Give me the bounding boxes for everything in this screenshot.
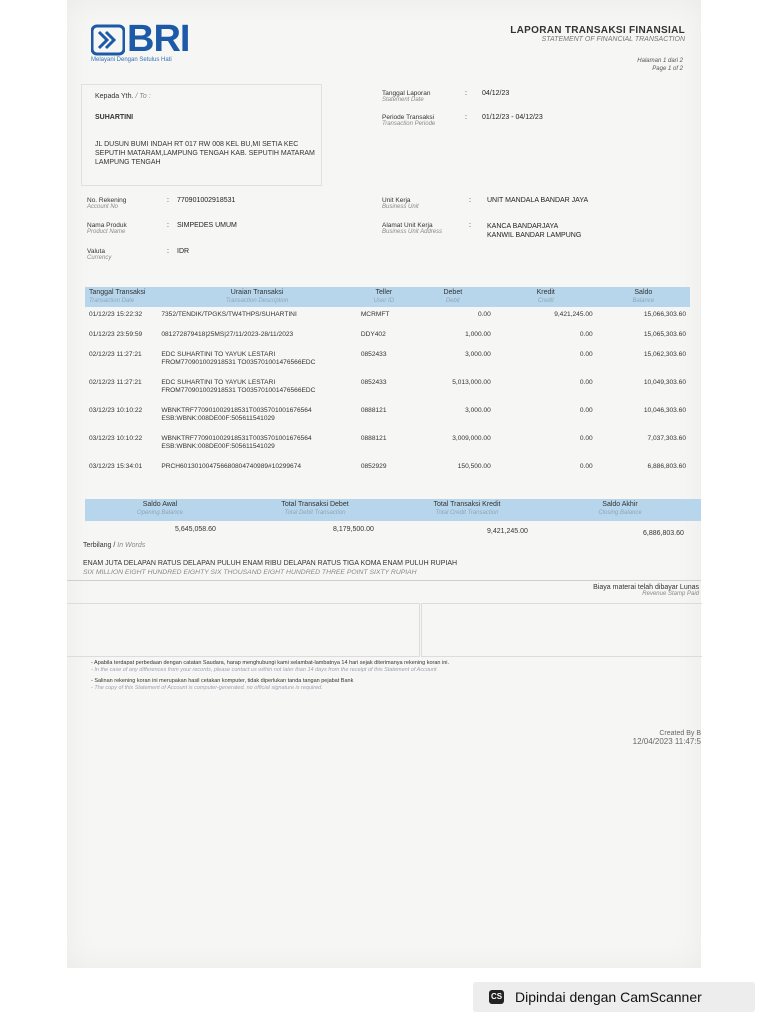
bri-logo-icon bbox=[91, 23, 125, 57]
colon: : bbox=[469, 197, 471, 204]
tx-balance: 10,046,303.60 bbox=[643, 407, 686, 414]
recipient-address: JL DUSUN BUMI INDAH RT 017 RW 008 KEL BU,MI SETIA KEC SEPUTIH MATARAM,LAMPUNG TENGAH KAB. SEPUTIH MATARAM LAMPUNG TENGAH bbox=[95, 141, 315, 166]
opening-balance-label: Saldo Awal Opening Balance bbox=[136, 501, 184, 516]
created-at: 12/04/2023 11:47:5 bbox=[632, 737, 701, 746]
account-no-label-id: No. Rekening bbox=[87, 197, 127, 204]
period-label-en: Transaction Periode bbox=[382, 121, 436, 127]
business-unit-label-en: Business Unit bbox=[382, 204, 419, 210]
notes bbox=[91, 660, 691, 692]
tx-balance: 15,065,303.60 bbox=[643, 331, 686, 338]
statement-date-label-id: Tanggal Laporan bbox=[382, 90, 431, 97]
unit-address-label-id: Alamat Unit Kerja bbox=[382, 222, 433, 229]
closing-balance: 6,886,803.60 bbox=[643, 530, 684, 537]
unit-address-line-1: KANCA BANDARJAYA bbox=[487, 223, 559, 230]
bri-logo bbox=[91, 18, 189, 61]
statement-date: 04/12/23 bbox=[482, 90, 510, 97]
table-row bbox=[85, 307, 690, 327]
col-credit: Kredit Credit bbox=[495, 287, 597, 307]
table-row bbox=[85, 347, 690, 375]
tx-description: WBNKTRF770901002918531T0035701001676564 ESB:WBNK:008DE00F:505611541029 bbox=[161, 407, 312, 422]
stamp-text: Biaya materai telah dibayar Lunas bbox=[593, 584, 699, 591]
to-label-id: Kepada Yth. bbox=[95, 93, 134, 100]
note-2-en: - The copy of this Statement of Account is computer-generated, no official signature is required. bbox=[91, 685, 323, 691]
colon: : bbox=[167, 197, 169, 204]
col-description: Uraian Transaksi Transaction Description bbox=[157, 287, 356, 307]
opening-balance: 5,645,058.60 bbox=[175, 526, 216, 533]
note-2: - Salinan rekening koran ini merupakan hasil cetakan komputer, tidak diperlukan tanda tangan pejabat Bank bbox=[91, 678, 354, 684]
tx-debit: 5,013,000.00 bbox=[452, 379, 491, 386]
page-en: Page 1 of 2 bbox=[652, 66, 683, 72]
col-balance: Saldo Balance bbox=[597, 287, 690, 307]
statement-date-label bbox=[382, 90, 430, 104]
to-label-en: / To : bbox=[135, 93, 151, 100]
note-1-en: - In the case of any differences from your records, please contact us within not later than 14 days from the receipt of this Statement of Account bbox=[91, 667, 437, 673]
period-label bbox=[382, 114, 435, 128]
account-no-label-en: Account No bbox=[87, 204, 119, 210]
table-row bbox=[85, 459, 690, 479]
stamp-text-en: Revenue Stamp Paid bbox=[642, 591, 699, 597]
in-words-label bbox=[83, 542, 145, 549]
tx-date: 01/12/23 23:59:59 bbox=[89, 331, 143, 338]
tx-credit: 0.00 bbox=[579, 351, 593, 358]
blank-box-right bbox=[421, 603, 702, 657]
currency-label-id: Valuta bbox=[87, 248, 105, 255]
brand-name: BRI bbox=[127, 18, 190, 60]
tx-credit: 0.00 bbox=[579, 435, 593, 442]
divider bbox=[67, 580, 701, 581]
tx-credit: 0.00 bbox=[579, 463, 593, 470]
revenue-stamp-note bbox=[593, 584, 699, 597]
tx-debit: 150,500.00 bbox=[457, 463, 491, 470]
blank-box-left bbox=[67, 603, 420, 657]
tx-teller: MCRMFT bbox=[360, 311, 390, 318]
tx-teller: 0888121 bbox=[360, 435, 387, 442]
table-row bbox=[85, 431, 690, 459]
col-date: Tanggal Transaksi Transaction Date bbox=[85, 287, 157, 307]
currency: IDR bbox=[177, 248, 190, 255]
tx-description: 081272879418|25MS|27/11/2023-28/11/2023 bbox=[161, 331, 294, 338]
statement-page bbox=[67, 0, 701, 968]
unit-address-label bbox=[382, 222, 442, 236]
tx-teller: 0888121 bbox=[360, 407, 387, 414]
camscanner-logo-icon: CS bbox=[489, 990, 504, 1004]
business-unit: UNIT MANDALA BANDAR JAYA bbox=[487, 197, 589, 204]
brand-tagline: Melayani Dengan Setulus Hati bbox=[91, 57, 172, 63]
statement-date-label-en: Statement Date bbox=[382, 97, 424, 103]
tx-teller: 0852433 bbox=[360, 351, 387, 358]
tx-description: PRCH601301004756680804740989#10299674 bbox=[161, 463, 302, 470]
unit-address-line-2: KANWIL BANDAR LAMPUNG bbox=[487, 232, 582, 239]
tx-date: 03/12/23 10:10:22 bbox=[89, 407, 143, 414]
transactions-table bbox=[85, 287, 690, 479]
in-words-id: ENAM JUTA DELAPAN RATUS DELAPAN PULUH ENAM RIBU DELAPAN RATUS TIGA KOMA ENAM PULUH RUPIAH bbox=[83, 560, 458, 567]
tx-date: 03/12/23 10:10:22 bbox=[89, 435, 143, 442]
tx-debit: 1,000.00 bbox=[465, 331, 491, 338]
total-credit: 9,421,245.00 bbox=[487, 528, 528, 535]
colon: : bbox=[465, 90, 467, 97]
tx-debit: 3,000.00 bbox=[465, 351, 491, 358]
tx-description: EDC SUHARTINI TO YAYUK LESTARI FROM770901002918531 TO035701001476566EDC bbox=[161, 351, 316, 366]
currency-label bbox=[87, 248, 111, 262]
col-debit: Debet Debit bbox=[411, 287, 495, 307]
created-by-label: Created By B bbox=[659, 730, 701, 737]
tx-debit: 0.00 bbox=[477, 311, 491, 318]
table-row bbox=[85, 375, 690, 403]
tx-balance: 10,049,303.60 bbox=[643, 379, 686, 386]
tx-teller: 0852929 bbox=[360, 463, 387, 470]
period-label-id: Periode Transaksi bbox=[382, 114, 435, 121]
total-debit: 8,179,500.00 bbox=[333, 526, 374, 533]
product-label-id: Nama Produk bbox=[87, 222, 127, 229]
tx-balance: 15,062,303.60 bbox=[643, 351, 686, 358]
created-by bbox=[633, 730, 701, 746]
tx-date: 03/12/23 15:34:01 bbox=[89, 463, 143, 470]
total-credit-label: Total Transaksi Kredit Total Credit Transaction bbox=[433, 501, 501, 516]
account-no: 770901002918531 bbox=[177, 197, 236, 204]
tx-description: 7352/TENDIK/TPGKS/TW4THPS/SUHARTINI bbox=[161, 311, 297, 318]
tx-credit: 0.00 bbox=[579, 407, 593, 414]
tx-date: 01/12/23 15:22:32 bbox=[89, 311, 143, 318]
tx-teller: DDY402 bbox=[360, 331, 386, 338]
tx-debit: 3,009,000.00 bbox=[452, 435, 491, 442]
title-id: LAPORAN TRANSAKSI FINANSIAL bbox=[510, 25, 685, 36]
product-label-en: Product Name bbox=[87, 229, 126, 235]
tx-balance: 6,886,803.60 bbox=[647, 463, 686, 470]
camscanner-text: Dipindai dengan CamScanner bbox=[515, 989, 702, 1005]
table-row bbox=[85, 327, 690, 347]
title-en: STATEMENT OF FINANCIAL TRANSACTION bbox=[541, 36, 685, 43]
page-id: Halaman 1 dari 2 bbox=[637, 58, 683, 64]
account-no-label bbox=[87, 197, 126, 211]
page-indicator bbox=[637, 57, 683, 73]
transaction-period: 01/12/23 - 04/12/23 bbox=[482, 114, 543, 121]
tx-credit: 9,421,245.00 bbox=[554, 311, 593, 318]
tx-credit: 0.00 bbox=[579, 331, 593, 338]
unit-address bbox=[487, 222, 581, 240]
colon: : bbox=[167, 248, 169, 255]
to-label bbox=[95, 93, 151, 100]
tx-date: 02/12/23 11:27:21 bbox=[89, 351, 142, 358]
tx-description: WBNKTRF770901002918531T0035701001676564 ESB:WBNK:008DE00F:505611541029 bbox=[161, 435, 312, 450]
tx-debit: 3,000.00 bbox=[465, 407, 491, 414]
tx-balance: 15,066,303.60 bbox=[643, 311, 686, 318]
colon: : bbox=[465, 114, 467, 121]
product-label bbox=[87, 222, 127, 236]
business-unit-label bbox=[382, 197, 419, 211]
tx-balance: 7,037,303.60 bbox=[647, 435, 686, 442]
product-name: SIMPEDES UMUM bbox=[177, 222, 237, 229]
business-unit-label-id: Unit Kerja bbox=[382, 197, 411, 204]
tx-teller: 0852433 bbox=[360, 379, 387, 386]
tx-description: EDC SUHARTINI TO YAYUK LESTARI FROM770901002918531 TO035701001476566EDC bbox=[161, 379, 316, 394]
colon: : bbox=[469, 222, 471, 229]
unit-address-label-en: Business Unit Address bbox=[382, 229, 443, 235]
camscanner-watermark bbox=[473, 982, 755, 1012]
note-1: - Apabila terdapat perbedaan dengan catatan Saudara, harap menghubungi kami selambat-lambatnya 14 hari sejak diterimanya rekening koran ini. bbox=[91, 660, 450, 666]
colon: : bbox=[167, 222, 169, 229]
recipient-name: SUHARTINI bbox=[95, 114, 134, 121]
in-words-label-en: In Words bbox=[117, 542, 146, 549]
currency-label-en: Currency bbox=[87, 255, 112, 261]
in-words-en: SIX MILLION EIGHT HUNDRED EIGHTY SIX THOUSAND EIGHT HUNDRED THREE POINT SIXTY RUPIAH bbox=[83, 569, 417, 576]
tx-credit: 0.00 bbox=[579, 379, 593, 386]
statement-title bbox=[510, 25, 685, 43]
table-header-row bbox=[85, 287, 690, 307]
in-words-label-id: Terbilang / bbox=[83, 542, 116, 549]
col-teller: Teller User ID bbox=[357, 287, 411, 307]
closing-balance-label: Saldo Akhir Closing Balance bbox=[598, 501, 642, 516]
total-debit-label: Total Transaksi Debet Total Debit Transaction bbox=[281, 501, 349, 516]
table-row bbox=[85, 403, 690, 431]
tx-date: 02/12/23 11:27:21 bbox=[89, 379, 142, 386]
